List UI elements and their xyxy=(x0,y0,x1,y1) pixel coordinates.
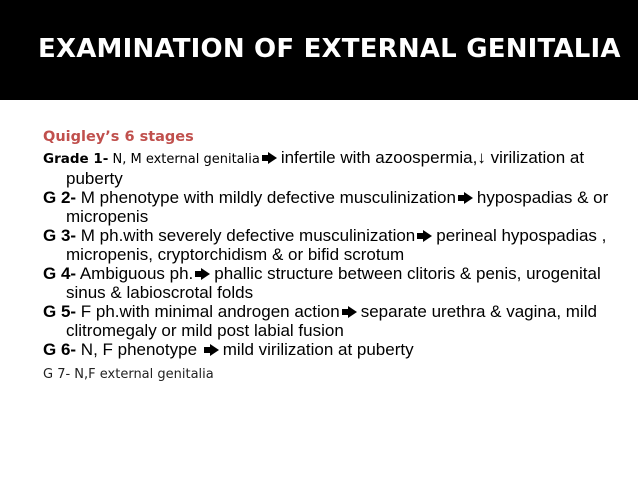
slide-title: EXAMINATION OF EXTERNAL GENITALIA xyxy=(38,34,621,64)
grade-label: G 6- xyxy=(43,340,77,359)
grade-description: phallic structure between clitoris & penis, urogenital sinus & labioscrotal folds xyxy=(66,264,601,302)
grade-6 xyxy=(43,340,628,359)
grade-description: infertile with azoospermia,↓ virilization at puberty xyxy=(66,148,585,188)
grade-description: separate urethra & vagina, mild clitromegaly or mild post labial fusion xyxy=(66,302,597,340)
grade-label: G 5- xyxy=(43,302,77,321)
right-arrow-icon xyxy=(423,230,432,242)
grade-2 xyxy=(43,188,628,226)
right-arrow-icon xyxy=(464,192,473,204)
grade-1 xyxy=(43,148,628,188)
grade-phenotype: N, F phenotype xyxy=(76,340,202,359)
grade-label: G 3- xyxy=(43,226,77,245)
slide-subtitle: Quigley’s 6 stages xyxy=(43,129,194,145)
slide-body xyxy=(43,128,628,384)
right-arrow-icon xyxy=(210,344,219,356)
grade-5 xyxy=(43,302,628,340)
grade-phenotype: M ph.with severely defective musculinization xyxy=(76,226,416,245)
right-arrow-icon xyxy=(348,306,357,318)
title-band xyxy=(0,0,638,100)
grade-description: mild virilization at puberty xyxy=(222,340,414,359)
grade-7: G 7- N,F external genitalia xyxy=(43,367,214,382)
grade-phenotype: N, M external genitalia xyxy=(108,152,260,167)
grade-label: Grade 1- xyxy=(43,151,109,167)
grade-phenotype: M phenotype with mildly defective musculinization xyxy=(76,188,456,207)
grade-description: perineal hypospadias , micropenis, cryptorchidism & or bifid scrotum xyxy=(66,226,607,264)
right-arrow-icon xyxy=(201,268,210,280)
grade-label: G 2- xyxy=(43,188,77,207)
grade-3 xyxy=(43,226,628,264)
grade-description: hypospadias & or micropenis xyxy=(66,188,609,226)
right-arrow-icon xyxy=(268,152,277,164)
grade-phenotype: Ambiguous ph. xyxy=(76,264,194,283)
grade-phenotype: F ph.with minimal androgen action xyxy=(76,302,340,321)
grade-label: G 4- xyxy=(43,264,77,283)
grade-4 xyxy=(43,264,628,302)
